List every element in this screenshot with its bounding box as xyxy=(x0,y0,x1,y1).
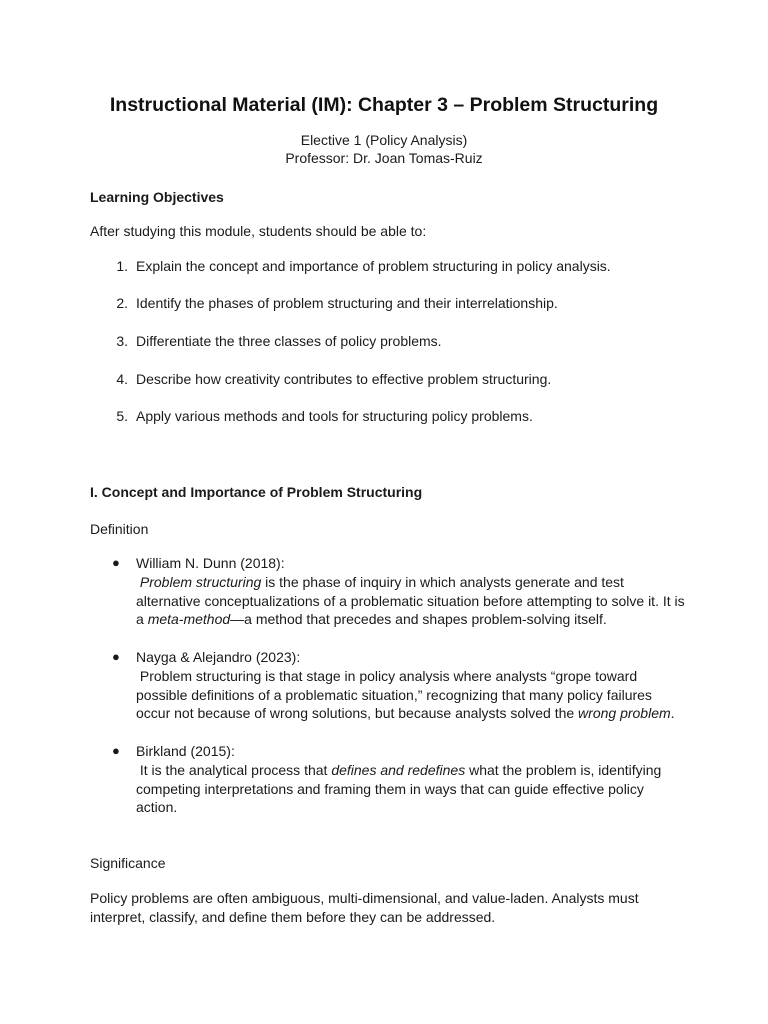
significance-label: Significance xyxy=(90,855,166,871)
definition-line: action. xyxy=(136,799,178,816)
objective-number: 3. xyxy=(116,333,128,349)
definition-line: It is the analytical process that defines and redefines what the problem is, identifying xyxy=(136,761,662,778)
definition-line: competing interpretations and framing them in ways that can guide effective policy xyxy=(136,780,644,797)
definition-line: possible definitions of a problematic situation,” recognizing that many policy failures xyxy=(136,686,652,703)
objective-number: 5. xyxy=(116,408,128,424)
definition-label: Definition xyxy=(90,521,149,537)
emphasis-text: meta-method xyxy=(147,611,231,628)
definition-item-nayga xyxy=(136,648,675,723)
definition-line: alternative conceptualizations of a problematic situation before attempting to solve it. It is xyxy=(136,592,685,609)
section-heading: I. Concept and Importance of Problem Structuring xyxy=(90,484,423,500)
significance-text-line: Policy problems are often ambiguous, multi-dimensional, and value-laden. Analysts must xyxy=(90,890,639,906)
definition-line: occur not because of wrong solutions, but because analysts solved the wrong problem. xyxy=(136,705,675,722)
course-name: Elective 1 (Policy Analysis) xyxy=(300,132,468,148)
definition-source: Nayga & Alejandro (2023): xyxy=(136,649,301,665)
objective-text: Identify the phases of problem structuring and their interrelationship. xyxy=(136,295,558,311)
emphasis-text: wrong problem xyxy=(578,705,671,722)
learning-objectives-heading: Learning Objectives xyxy=(90,189,224,205)
emphasis-text: defines and redefines xyxy=(331,761,466,778)
objective-number: 2. xyxy=(116,295,128,311)
bullet-icon: ● xyxy=(112,555,120,570)
definition-item-dunn xyxy=(136,554,685,629)
objective-number: 1. xyxy=(116,258,128,274)
learning-objectives-intro: After studying this module, students should be able to: xyxy=(90,223,427,239)
definition-line: Problem structuring is that stage in policy analysis where analysts “grope toward xyxy=(136,667,638,684)
definition-item-birkland xyxy=(136,742,661,817)
significance-text-line: interpret, classify, and define them before they can be addressed. xyxy=(90,909,496,925)
objective-text: Differentiate the three classes of policy problems. xyxy=(136,333,442,349)
objective-number: 4. xyxy=(116,371,128,387)
definition-line: Problem structuring is the phase of inquiry in which analysts generate and test xyxy=(139,573,624,590)
emphasis-text: Problem structuring xyxy=(139,573,262,590)
objective-text: Explain the concept and importance of problem structuring in policy analysis. xyxy=(136,258,611,274)
objective-text: Describe how creativity contributes to effective problem structuring. xyxy=(136,371,552,387)
definition-line: a meta-method—a method that precedes and shapes problem-solving itself. xyxy=(136,611,607,628)
definition-source: Birkland (2015): xyxy=(136,743,235,759)
objective-text: Apply various methods and tools for structuring policy problems. xyxy=(136,408,533,424)
definition-source: William N. Dunn (2018): xyxy=(136,555,285,571)
bullet-icon: ● xyxy=(112,649,120,664)
bullet-icon: ● xyxy=(112,743,120,758)
document-title: Instructional Material (IM): Chapter 3 – Problem Structuring xyxy=(109,94,659,116)
professor-name: Professor: Dr. Joan Tomas-Ruiz xyxy=(285,150,483,166)
